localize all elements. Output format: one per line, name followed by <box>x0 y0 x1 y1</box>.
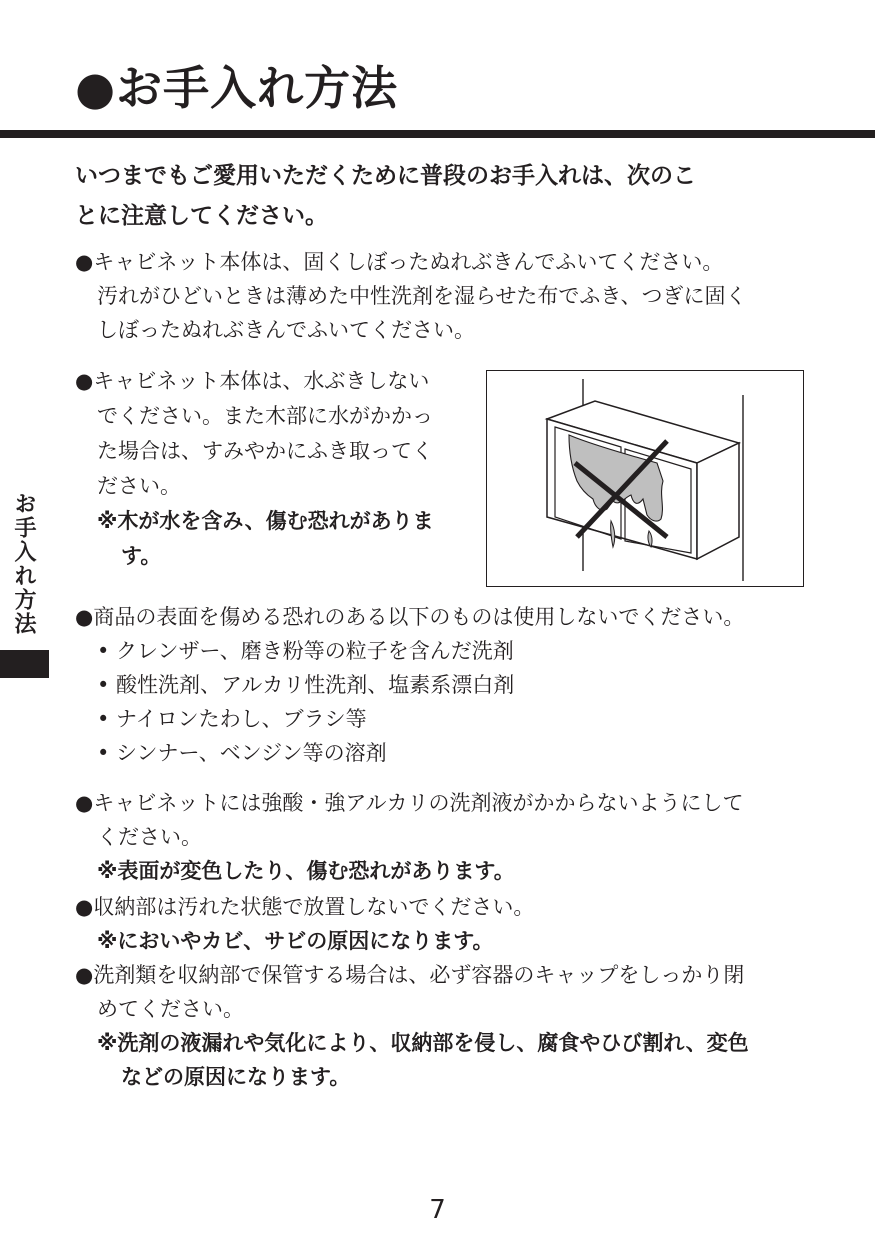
wet-cabinet-prohibited-icon <box>486 370 804 587</box>
list-item: • 酸性洗剤、アルカリ性洗剤、塩素系漂白剤 <box>97 673 515 697</box>
item-text: ださい。 <box>97 474 181 498</box>
care-item-wipe <box>75 245 747 347</box>
list-item: • シンナー、ベンジン等の溶剤 <box>97 741 387 765</box>
item-text: めてください。 <box>97 997 244 1021</box>
care-item-acid-alkali <box>75 786 743 888</box>
side-tab-marker <box>0 650 49 678</box>
care-item-prohibited-cleaners <box>75 600 744 770</box>
caution-note: ※表面が変色したり、傷む恐れがあります。 <box>97 859 515 883</box>
item-text: 汚れがひどいときは薄めた中性洗剤を湿らせた布でふき、つぎに固く <box>97 284 747 308</box>
item-text: ●キャビネット本体は、固くしぼったぬれぶきんでふいてください。 <box>75 250 724 274</box>
caution-note: ※洗剤の液漏れや気化により、収納部を侵し、腐食やひび割れ、変色 <box>97 1031 749 1055</box>
caution-note: す。 <box>121 544 162 568</box>
caution-note: ※木が水を含み、傷む恐れがありま <box>97 509 434 533</box>
title-divider <box>0 130 875 138</box>
item-text: ●商品の表面を傷める恐れのある以下のものは使用しないでください。 <box>75 605 745 629</box>
list-item: • ナイロンたわし、ブラシ等 <box>97 707 367 731</box>
item-text: ●洗剤類を収納部で保管する場合は、必ず容器のキャップをしっかり閉 <box>75 963 745 987</box>
item-text: ●キャビネットには強酸・強アルカリの洗剤液がかからないようにして <box>75 791 744 815</box>
intro-line: とに注意してください。 <box>75 203 328 229</box>
item-text: た場合は、すみやかにふき取ってく <box>97 439 433 463</box>
item-text: でください。また木部に水がかかっ <box>97 404 433 428</box>
caution-note: などの原因になります。 <box>121 1065 351 1089</box>
item-text: ●収納部は汚れた状態で放置しないでください。 <box>75 895 535 919</box>
page-number: 7 <box>429 1195 446 1225</box>
caution-note: ※においやカビ、サビの原因になります。 <box>97 929 494 953</box>
care-item-no-water <box>75 364 434 574</box>
care-item-detergent-storage <box>75 958 749 1094</box>
care-item-storage-dirty <box>75 890 534 958</box>
list-item: • クレンザー、磨き粉等の粒子を含んだ洗剤 <box>97 639 514 663</box>
intro-text <box>75 156 815 236</box>
item-text: ●キャビネット本体は、水ぶきしない <box>75 369 430 393</box>
item-text: ください。 <box>97 825 202 849</box>
intro-line: いつまでもご愛用いただくために普段のお手入れは、次のこ <box>75 163 696 189</box>
item-text: しぼったぬれぶきんでふいてください。 <box>97 318 475 342</box>
side-section-tab: お手入れ方法 <box>11 492 36 636</box>
page-title: ●お手入れ方法 <box>75 61 399 115</box>
